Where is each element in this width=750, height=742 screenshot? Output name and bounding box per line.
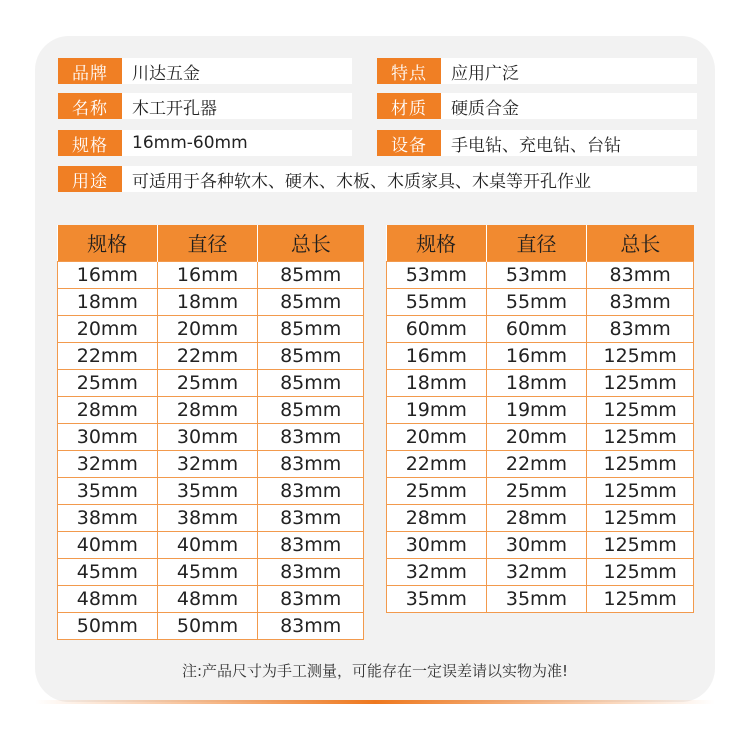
feature-label: 特点: [377, 58, 441, 84]
diameter-cell: 45mm: [157, 558, 258, 585]
length-cell: 85mm: [258, 396, 364, 423]
spec-cell: 22mm: [58, 342, 158, 369]
brand-label: 品牌: [58, 58, 122, 84]
diameter-cell: 20mm: [157, 315, 258, 342]
table-row: [387, 585, 694, 612]
length-cell: 83mm: [258, 558, 364, 585]
spec-cell: 16mm: [387, 342, 487, 369]
diameter-cell: 28mm: [486, 504, 587, 531]
length-cell: 125mm: [587, 504, 694, 531]
diameter-cell: 55mm: [486, 288, 587, 315]
length-cell: 125mm: [587, 477, 694, 504]
spec-cell: 32mm: [58, 450, 158, 477]
usage-label: 用途: [58, 166, 122, 192]
length-cell: 83mm: [587, 261, 694, 288]
spec-table-right: [386, 225, 694, 613]
table-row: [58, 342, 364, 369]
diameter-cell: 18mm: [486, 369, 587, 396]
table-row: [58, 369, 364, 396]
header-length: 总长: [258, 225, 364, 261]
spec-cell: 35mm: [58, 477, 158, 504]
length-cell: 125mm: [587, 450, 694, 477]
table-row: [387, 450, 694, 477]
table-row: [387, 261, 694, 288]
length-cell: 85mm: [258, 369, 364, 396]
length-cell: 85mm: [258, 342, 364, 369]
diameter-cell: 18mm: [157, 288, 258, 315]
length-cell: 83mm: [587, 315, 694, 342]
diameter-cell: 20mm: [486, 423, 587, 450]
table-row: [387, 531, 694, 558]
table-row: [58, 315, 364, 342]
length-cell: 125mm: [587, 585, 694, 612]
info-row-name: [58, 93, 352, 119]
length-cell: 83mm: [258, 450, 364, 477]
table-row: [58, 585, 364, 612]
table-row: [58, 612, 364, 639]
device-label: 设备: [377, 130, 441, 156]
spec-cell: 25mm: [58, 369, 158, 396]
length-cell: 83mm: [258, 423, 364, 450]
header-diameter: 直径: [486, 225, 587, 261]
table-row: [58, 396, 364, 423]
spec-value: 16mm-60mm: [122, 130, 352, 156]
header-diameter: 直径: [157, 225, 258, 261]
name-value: 木工开孔器: [122, 93, 352, 119]
spec-cell: 60mm: [387, 315, 487, 342]
length-cell: 83mm: [258, 531, 364, 558]
name-label: 名称: [58, 93, 122, 119]
length-cell: 85mm: [258, 315, 364, 342]
table-row: [58, 477, 364, 504]
table-row: [387, 288, 694, 315]
length-cell: 83mm: [258, 612, 364, 639]
spec-cell: 28mm: [58, 396, 158, 423]
spec-cell: 35mm: [387, 585, 487, 612]
length-cell: 85mm: [258, 261, 364, 288]
info-row-feature: [377, 58, 697, 84]
spec-label: 规格: [58, 130, 122, 156]
length-cell: 125mm: [587, 342, 694, 369]
diameter-cell: 50mm: [157, 612, 258, 639]
diameter-cell: 30mm: [157, 423, 258, 450]
table-row: [387, 423, 694, 450]
diameter-cell: 53mm: [486, 261, 587, 288]
info-row-material: [377, 93, 697, 119]
table-row: [387, 396, 694, 423]
length-cell: 125mm: [587, 558, 694, 585]
header-spec: 规格: [387, 225, 487, 261]
diameter-cell: 60mm: [486, 315, 587, 342]
info-row-device: [377, 130, 697, 156]
device-value: 手电钻、充电钻、台钻: [441, 130, 697, 156]
spec-cell: 45mm: [58, 558, 158, 585]
diameter-cell: 30mm: [486, 531, 587, 558]
table-header-row: [58, 225, 364, 261]
diameter-cell: 40mm: [157, 531, 258, 558]
diameter-cell: 22mm: [486, 450, 587, 477]
diameter-cell: 19mm: [486, 396, 587, 423]
diameter-cell: 28mm: [157, 396, 258, 423]
spec-cell: 25mm: [387, 477, 487, 504]
length-cell: 83mm: [258, 504, 364, 531]
spec-cell: 38mm: [58, 504, 158, 531]
diameter-cell: 22mm: [157, 342, 258, 369]
table-row: [58, 504, 364, 531]
spec-cell: 50mm: [58, 612, 158, 639]
spec-cell: 30mm: [58, 423, 158, 450]
length-cell: 83mm: [258, 585, 364, 612]
length-cell: 83mm: [258, 477, 364, 504]
material-value: 硬质合金: [441, 93, 697, 119]
feature-value: 应用广泛: [441, 58, 697, 84]
spec-cell: 40mm: [58, 531, 158, 558]
spec-cell: 16mm: [58, 261, 158, 288]
material-label: 材质: [377, 93, 441, 119]
info-row-brand: [58, 58, 352, 84]
info-row-usage: [58, 166, 697, 192]
spec-cell: 28mm: [387, 504, 487, 531]
diameter-cell: 48mm: [157, 585, 258, 612]
length-cell: 85mm: [258, 288, 364, 315]
diameter-cell: 32mm: [486, 558, 587, 585]
table-row: [387, 477, 694, 504]
table-row: [58, 558, 364, 585]
info-row-spec: [58, 130, 352, 156]
brand-value: 川达五金: [122, 58, 352, 84]
length-cell: 125mm: [587, 531, 694, 558]
spec-cell: 18mm: [58, 288, 158, 315]
diameter-cell: 25mm: [486, 477, 587, 504]
spec-cell: 30mm: [387, 531, 487, 558]
length-cell: 125mm: [587, 369, 694, 396]
spec-cell: 55mm: [387, 288, 487, 315]
spec-cell: 48mm: [58, 585, 158, 612]
spec-cell: 18mm: [387, 369, 487, 396]
length-cell: 125mm: [587, 396, 694, 423]
spec-cell: 32mm: [387, 558, 487, 585]
table-header-row: [387, 225, 694, 261]
table-row: [387, 315, 694, 342]
diameter-cell: 16mm: [157, 261, 258, 288]
header-spec: 规格: [58, 225, 158, 261]
diameter-cell: 25mm: [157, 369, 258, 396]
accent-bar: [35, 700, 715, 704]
spec-table-left: [57, 225, 364, 640]
table-row: [387, 558, 694, 585]
footnote: 注:产品尺寸为手工测量，可能存在一定误差请以实物为准!: [181, 662, 569, 680]
header-length: 总长: [587, 225, 694, 261]
table-row: [58, 423, 364, 450]
table-row: [58, 450, 364, 477]
spec-cell: 53mm: [387, 261, 487, 288]
spec-cell: 20mm: [58, 315, 158, 342]
diameter-cell: 32mm: [157, 450, 258, 477]
spec-cell: 19mm: [387, 396, 487, 423]
table-row: [387, 504, 694, 531]
length-cell: 83mm: [587, 288, 694, 315]
usage-value: 可适用于各种软木、硬木、木板、木质家具、木桌等开孔作业: [122, 166, 697, 192]
table-row: [387, 369, 694, 396]
table-row: [58, 288, 364, 315]
diameter-cell: 35mm: [157, 477, 258, 504]
table-row: [58, 531, 364, 558]
table-row: [387, 342, 694, 369]
spec-cell: 20mm: [387, 423, 487, 450]
diameter-cell: 35mm: [486, 585, 587, 612]
diameter-cell: 38mm: [157, 504, 258, 531]
spec-cell: 22mm: [387, 450, 487, 477]
table-row: [58, 261, 364, 288]
diameter-cell: 16mm: [486, 342, 587, 369]
length-cell: 125mm: [587, 423, 694, 450]
